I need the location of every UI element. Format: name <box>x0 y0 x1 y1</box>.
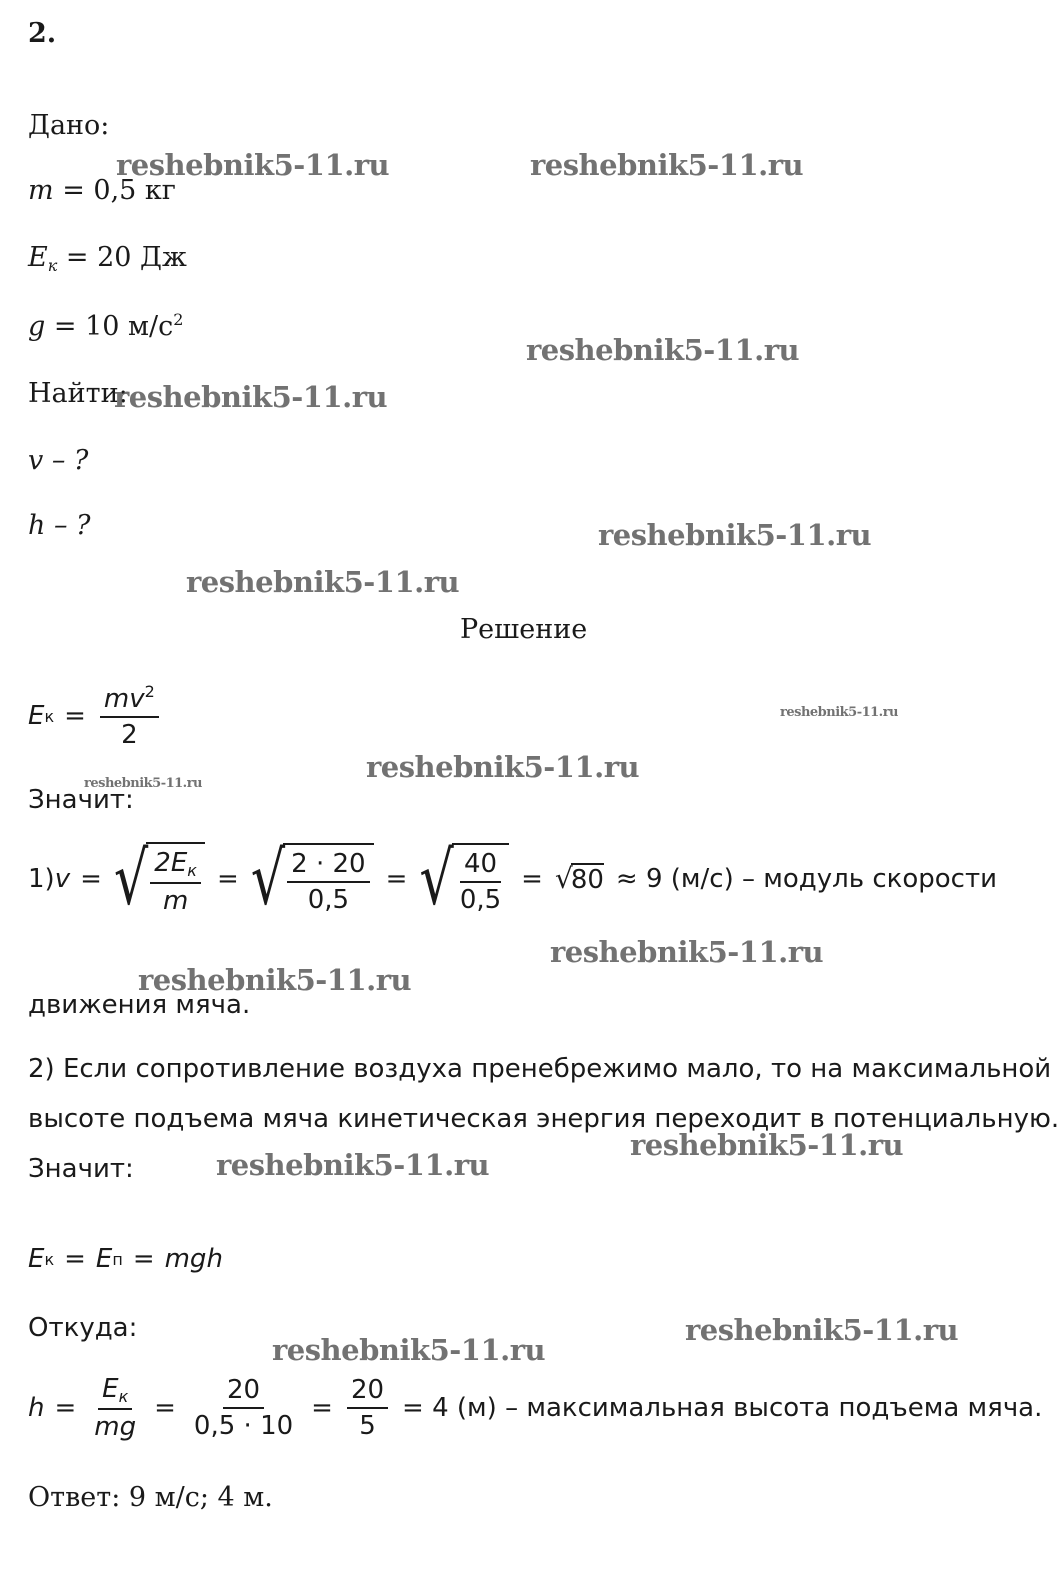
find-height: h – ? <box>28 510 91 541</box>
ek-var: E <box>28 242 48 273</box>
solution-title: Решение <box>460 614 588 645</box>
watermark: reshebnik5-11.ru <box>114 380 388 414</box>
watermark: reshebnik5-11.ru <box>116 148 390 182</box>
step1-f3-num: 40 <box>460 849 501 883</box>
f3-f3-den: 5 <box>359 1411 376 1441</box>
f2-ep: E <box>95 1244 113 1274</box>
given-kinetic-energy <box>28 242 187 275</box>
watermark: reshebnik5-11.ru <box>550 935 824 969</box>
sqrt-1: √ $\frac{2E_к}{m}$ <box>114 842 205 916</box>
sqrt-3: √ $\frac{40}{0,5}$ <box>419 843 509 915</box>
f3-h: h <box>28 1393 45 1423</box>
watermark: reshebnik5-11.ru <box>138 963 412 997</box>
sqrt-2: √ $\frac{2 \cdot 20}{0,5}$ <box>251 843 374 915</box>
step1-eq-2: = <box>216 864 239 894</box>
f3-f2-den: 0,5 · 10 <box>193 1411 294 1441</box>
f2-ep-sub: п <box>112 1249 123 1269</box>
step1-prefix: 1) <box>28 864 55 894</box>
g-sup: 2 <box>173 310 184 329</box>
f3-f3-num: 20 <box>347 1375 388 1409</box>
mass-var: m <box>28 175 54 206</box>
watermark: reshebnik5-11.ru <box>598 518 872 552</box>
watermark: reshebnik5-11.ru <box>366 750 640 784</box>
g-var: g <box>28 311 46 342</box>
step1-frac-2 <box>287 849 369 915</box>
f2-rhs: mgh <box>164 1244 223 1274</box>
f1-num: mv <box>103 684 145 714</box>
watermark: reshebnik5-11.ru <box>84 776 203 791</box>
step1-frac-1 <box>150 848 201 916</box>
watermark: reshebnik5-11.ru <box>530 148 804 182</box>
step1-eq-3: = <box>385 864 408 894</box>
watermark: reshebnik5-11.ru <box>272 1333 546 1367</box>
problem-number: 2. <box>28 18 57 49</box>
watermark: reshebnik5-11.ru <box>685 1313 959 1347</box>
step1-v: v <box>54 864 71 894</box>
step1-frac-3 <box>456 849 505 915</box>
f2-eq-2: = <box>132 1244 155 1274</box>
f3-result: = 4 (м) – максимальная высота подъема мяча. <box>402 1393 1043 1423</box>
f3-f1-num-sub: к <box>118 1387 129 1406</box>
step1-f2-num: 2 · 20 <box>287 849 369 883</box>
sqrt-80: √ 80 <box>554 862 604 895</box>
therefore-2: Значит: <box>28 1154 134 1184</box>
f1-lhs-sub: к <box>44 706 55 726</box>
energy-equality-formula <box>28 1244 223 1274</box>
step1-eq-4: = <box>521 864 543 894</box>
watermark: reshebnik5-11.ru <box>186 565 460 599</box>
f1-den: 2 <box>121 720 138 750</box>
given-gravity <box>28 310 183 342</box>
step1-eq-1: = <box>80 864 102 894</box>
f2-ek-sub: к <box>44 1249 55 1269</box>
watermark: reshebnik5-11.ru <box>630 1128 904 1162</box>
watermark: reshebnik5-11.ru <box>526 333 800 367</box>
step1-approx: ≈ 9 (м/с) – модуль скорости <box>615 864 997 894</box>
step2-line-2: высоте подъема мяча кинетическая энергия переходит в потенциальную. <box>28 1104 1060 1134</box>
f3-frac-2 <box>190 1375 297 1441</box>
f3-frac-1 <box>90 1374 140 1442</box>
ek-value: = 20 Дж <box>57 242 187 273</box>
find-label: Найти: <box>28 378 128 409</box>
kinetic-energy-formula <box>28 682 163 750</box>
step2-line-1: 2) Если сопротивление воздуха пренебрежимо мало, то на максимальной <box>28 1054 1052 1084</box>
f3-frac-3 <box>347 1375 388 1441</box>
ek-sub: к <box>47 256 58 275</box>
height-formula <box>28 1374 1042 1442</box>
step1-continuation: движения мяча. <box>28 990 251 1020</box>
f2-eq-1: = <box>64 1244 86 1274</box>
f1-fraction <box>100 682 159 750</box>
f2-ek: E <box>28 1244 45 1274</box>
answer: Ответ: 9 м/с; 4 м. <box>28 1482 273 1513</box>
watermark: reshebnik5-11.ru <box>780 705 899 720</box>
step1-f2-den: 0,5 <box>307 885 350 915</box>
f3-f1-num: E <box>102 1374 119 1404</box>
f3-f1-den: mg <box>94 1412 137 1442</box>
f3-f2-num: 20 <box>223 1375 264 1409</box>
find-velocity: v – ? <box>28 445 89 476</box>
f3-eq-1: = <box>54 1393 77 1423</box>
step1-f3-den: 0,5 <box>459 885 502 915</box>
velocity-formula <box>28 835 997 921</box>
whence: Откуда: <box>28 1313 138 1343</box>
g-value: = 10 м/с <box>45 311 174 342</box>
f1-eq: = <box>64 701 86 731</box>
f1-num-sup: 2 <box>144 682 155 701</box>
step1-f1-den: m <box>162 886 189 916</box>
f3-eq-3: = <box>311 1393 333 1423</box>
f1-lhs-var: E <box>28 701 45 731</box>
given-label: Дано: <box>28 110 110 141</box>
sqrt-80-value: 80 <box>570 865 604 895</box>
watermark: reshebnik5-11.ru <box>216 1148 490 1182</box>
mass-value: = 0,5 кг <box>53 175 176 206</box>
step1-f1-num: 2E <box>154 848 188 878</box>
f3-eq-2: = <box>154 1393 176 1423</box>
step1-f1-num-sub: к <box>187 861 197 880</box>
therefore-1: Значит: <box>28 785 134 815</box>
